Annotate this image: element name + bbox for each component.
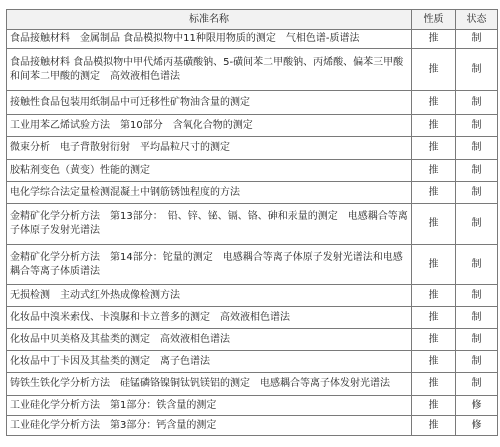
- nature-cell: 推: [412, 307, 456, 329]
- nature-cell: 推: [412, 204, 456, 245]
- nature-cell: 推: [412, 245, 456, 285]
- status-cell: 制: [456, 307, 498, 329]
- standard-name-cell: 胶粘剂变色（黄变）性能的测定: [7, 160, 412, 182]
- header-standard-name: 标准名称: [7, 10, 412, 30]
- status-cell: 制: [456, 373, 498, 396]
- status-cell: 制: [456, 30, 498, 49]
- table-row: [7, 91, 498, 115]
- status-cell: 制: [456, 245, 498, 285]
- table-row: [7, 137, 498, 160]
- nature-cell: 推: [412, 91, 456, 115]
- nature-cell: 推: [412, 115, 456, 137]
- status-cell: 制: [456, 285, 498, 307]
- standard-name-cell: 化妆品中溴米索伐、卡溴脲和卡立普多的测定 高效液相色谱法: [7, 307, 412, 329]
- nature-cell: 推: [412, 49, 456, 91]
- standard-name-cell: 化妆品中丁卡因及其盐类的测定 离子色谱法: [7, 351, 412, 373]
- table-row: [7, 373, 498, 396]
- standard-name-cell: 工业用苯乙烯试验方法 第10部分 含氧化合物的测定: [7, 115, 412, 137]
- table-row: [7, 245, 498, 285]
- nature-cell: 推: [412, 416, 456, 436]
- status-cell: 修: [456, 396, 498, 416]
- table-row: [7, 115, 498, 137]
- table-row: [7, 182, 498, 204]
- nature-cell: 推: [412, 396, 456, 416]
- status-cell: 制: [456, 351, 498, 373]
- standard-name-cell: 工业硅化学分析方法 第3部分：钙含量的测定: [7, 416, 412, 436]
- table-row: [7, 160, 498, 182]
- header-status: 状态: [456, 10, 498, 30]
- table-row: [7, 329, 498, 351]
- status-cell: 制: [456, 115, 498, 137]
- standard-name-cell: 微束分析 电子背散射衍射 平均晶粒尺寸的测定: [7, 137, 412, 160]
- status-cell: 制: [456, 49, 498, 91]
- nature-cell: 推: [412, 329, 456, 351]
- table-header-row: [7, 10, 498, 30]
- status-cell: 制: [456, 160, 498, 182]
- table-row: [7, 416, 498, 436]
- header-nature: 性质: [412, 10, 456, 30]
- status-cell: 制: [456, 329, 498, 351]
- status-cell: 制: [456, 91, 498, 115]
- standard-name-cell: 工业硅化学分析方法 第1部分：铁含量的测定: [7, 396, 412, 416]
- standard-name-cell: 食品接触材料 金属制品 食品模拟物中11种限用物质的测定 气相色谱-质谱法: [7, 30, 412, 49]
- nature-cell: 推: [412, 373, 456, 396]
- standard-name-cell: 接触性食品包装用纸制品中可迁移性矿物油含量的测定: [7, 91, 412, 115]
- table-row: [7, 30, 498, 49]
- standard-name-cell: 无损检测 主动式红外热成像检测方法: [7, 285, 412, 307]
- nature-cell: 推: [412, 285, 456, 307]
- standard-name-cell: 铸铁生铁化学分析方法 硅锰磷铬镍铜钛钒镁铝的测定 电感耦合等离子体发射光谱法: [7, 373, 412, 396]
- nature-cell: 推: [412, 30, 456, 49]
- standard-name-cell: 电化学综合法定量检测混凝土中钢筋锈蚀程度的方法: [7, 182, 412, 204]
- table-row: [7, 396, 498, 416]
- nature-cell: 推: [412, 137, 456, 160]
- table-row: [7, 351, 498, 373]
- status-cell: 修: [456, 416, 498, 436]
- status-cell: 制: [456, 204, 498, 245]
- table-row: [7, 49, 498, 91]
- standard-name-cell: 金精矿化学分析方法 第14部分：铊量的测定 电感耦合等离子体原子发射光谱法和电感耦合等离子体质谱法: [7, 245, 412, 285]
- nature-cell: 推: [412, 160, 456, 182]
- standard-name-cell: 金精矿化学分析方法 第13部分： 铅、锌、铋、镉、铬、砷和汞量的测定 电感耦合等离子体原子发射光谱法: [7, 204, 412, 245]
- standard-name-cell: 食品接触材料 食品模拟物中甲代烯丙基磺酸钠、5-磺间苯二甲酸钠、丙烯酸、偏苯三甲酸和间苯二甲酸的测定 高效液相色谱法: [7, 49, 412, 91]
- table-row: [7, 285, 498, 307]
- nature-cell: 推: [412, 351, 456, 373]
- standard-name-cell: 化妆品中贝美格及其盐类的测定 高效液相色谱法: [7, 329, 412, 351]
- table-row: [7, 307, 498, 329]
- table-row: [7, 204, 498, 245]
- nature-cell: 推: [412, 182, 456, 204]
- standards-table: [6, 9, 498, 436]
- status-cell: 制: [456, 182, 498, 204]
- status-cell: 制: [456, 137, 498, 160]
